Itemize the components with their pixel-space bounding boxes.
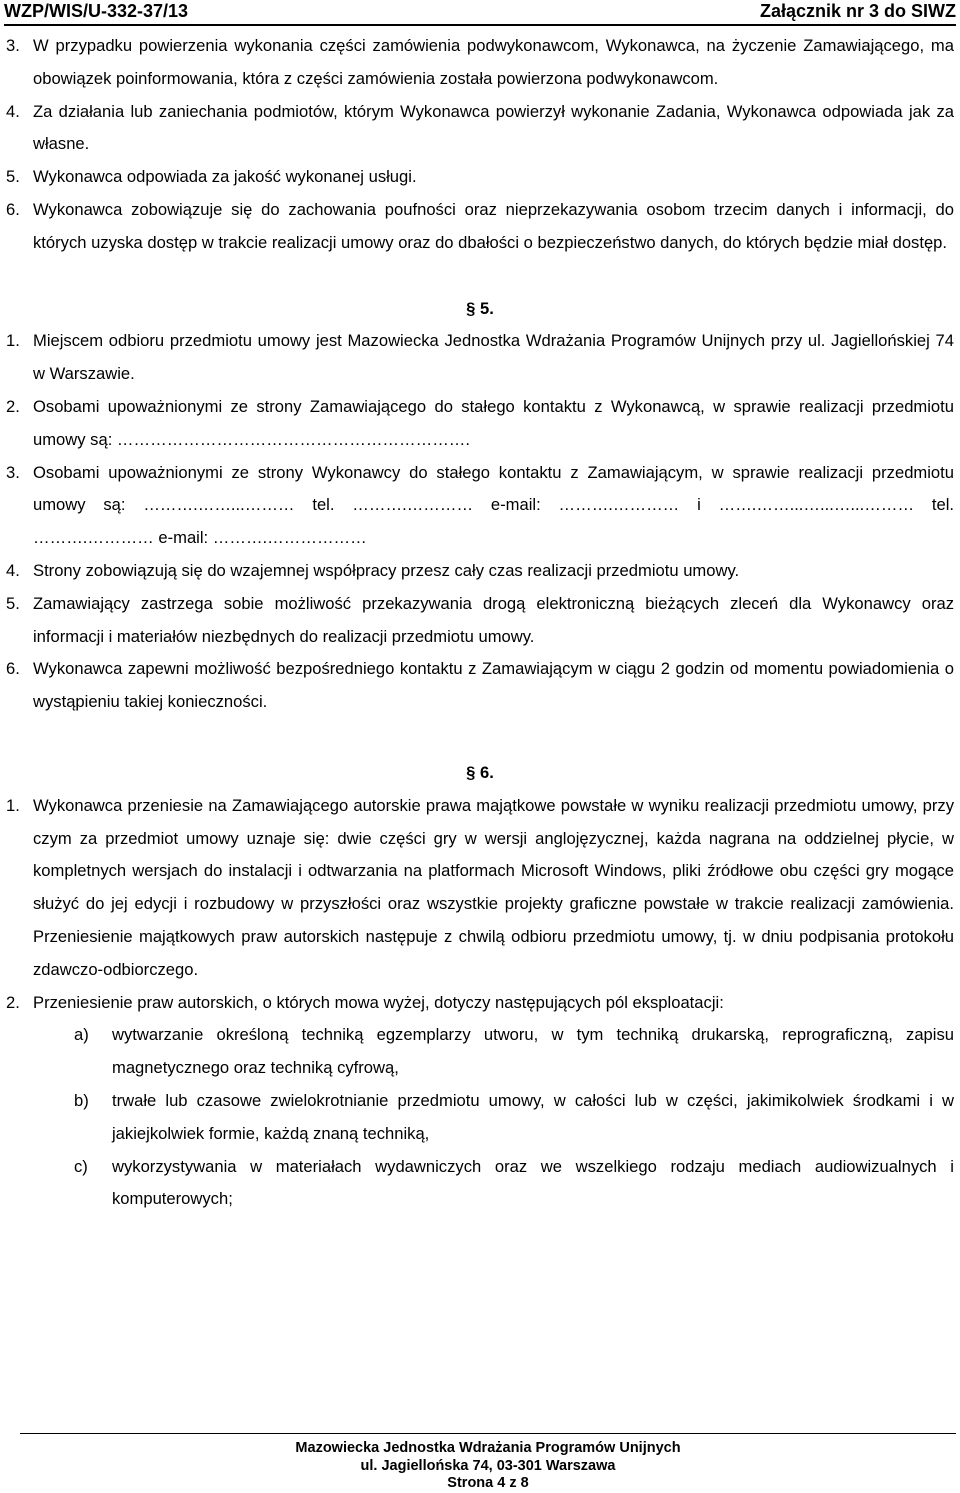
- footer-address: ul. Jagiellońska 74, 03-301 Warszawa: [360, 1457, 616, 1474]
- footer-organization: Mazowiecka Jednostka Wdrażania Programów Unijnych: [295, 1440, 681, 1456]
- paragraph: 4. Strony zobowiązują się do wzajemnej współpracy przesz cały czas realizacji przedmiotu umowy.: [6, 560, 740, 580]
- page-number: Strona 4 z 8: [447, 1475, 529, 1491]
- paragraph: 3. Osobami upoważnionymi ze strony Wykonawcy do stałego kontaktu z Zamawiającym, w sprawie realizacji przedmiotu umowy są: ……….……...……… tel. ……….………… e-mail: ……….………… i …….……...…...…...……… tel. ……….………… e-mail: ……….………………: [6, 462, 954, 548]
- paragraph: 6. Wykonawca zobowiązuje się do zachowania poufności oraz nieprzekazywania osobom trzecim danych i informacji, do których uzyska dostęp w trakcie realizacji umowy oraz do dbałości o bezpieczeństwo danych, do których będzie miał dostęp.: [6, 199, 954, 252]
- paragraph: 5. Zamawiający zastrzega sobie możliwość przekazywania drogą elektroniczną bieżących zleceń dla Wykonawcy oraz informacji i materiałów niezbędnych do realizacji przedmiotu umowy.: [6, 593, 954, 646]
- paragraph: 5. Wykonawca odpowiada za jakość wykonanej usługi.: [6, 167, 417, 187]
- paragraph: 2. Przeniesienie praw autorskich, o których mowa wyżej, dotyczy następujących pól eksploatacji:: [6, 992, 724, 1012]
- document-body: [6, 30, 954, 1216]
- list-item: a) wytwarzanie określoną techniką egzemplarzy utworu, w tym techniką drukarską, reprograficzną, zapisu magnetycznego oraz techniką cyfrową,: [74, 1025, 954, 1078]
- attachment-label: Załącznik nr 3 do SIWZ: [759, 1, 956, 21]
- paragraph: 1. Wykonawca przeniesie na Zamawiającego autorskie prawa majątkowe powstałe w wyniku realizacji przedmiotu umowy, przy czym za przedmiot umowy uznaje się: dwie części gry w wersji anglojęzycznej, każda nagrana na oddzielnej płycie, w kompletnych wersjach do instalacji i odtwarzania na platformach Microsoft Windows, pliki źródłowe obu części gry mogące służyć do jej edycji i rozbudowy w przyszłości oraz wszystkie projekty graficzne powstałe w trakcie realizacji zamówienia. Przeniesienie majątkowych praw autorskich następuje z chwilą odbioru przedmiotu umowy, tj. w dniu podpisania protokołu zdawczo-odbiorczego.: [6, 795, 954, 979]
- paragraph: 6. Wykonawca zapewni możliwość bezpośredniego kontaktu z Zamawiającym w ciągu 2 godzin od momentu powiadomienia o wystąpieniu takiej konieczności.: [6, 659, 954, 712]
- paragraph: 1. Miejscem odbioru przedmiotu umowy jest Mazowiecka Jednostka Wdrażania Programów Unijnych przy ul. Jagiellońskiej 74 w Warszawie.: [6, 331, 954, 384]
- page-header: [4, 0, 956, 26]
- document-reference: WZP/WIS/U-332-37/13: [4, 1, 189, 21]
- list-item: b) trwałe lub czasowe zwielokrotnianie przedmiotu umowy, w całości lub w części, jakimikolwiek środkami i w jakiejkolwiek formie, każdą znaną techniką,: [74, 1090, 954, 1143]
- page-footer: [20, 1433, 956, 1493]
- section-heading: § 5.: [466, 298, 494, 318]
- paragraph: 2. Osobami upoważnionymi ze strony Zamawiającego do stałego kontaktu z Wykonawcą, w sprawie realizacji przedmiotu umowy są: ……………………………………………………….: [6, 396, 954, 449]
- list-item: c) wykorzystywania w materiałach wydawniczych oraz we wszelkiego rodzaju mediach audiowizualnych i komputerowych;: [74, 1156, 954, 1209]
- paragraph: 4. Za działania lub zaniechania podmiotów, którym Wykonawca powierzył wykonanie Zadania, Wykonawca odpowiada jak za własne.: [6, 101, 954, 154]
- paragraph: 3. W przypadku powierzenia wykonania części zamówienia podwykonawcom, Wykonawca, na życzenie Zamawiającego, ma obowiązek poinformowania, która z części zamówienia została powierzona podwykonawcom.: [6, 36, 954, 88]
- section-heading: § 6.: [466, 762, 494, 782]
